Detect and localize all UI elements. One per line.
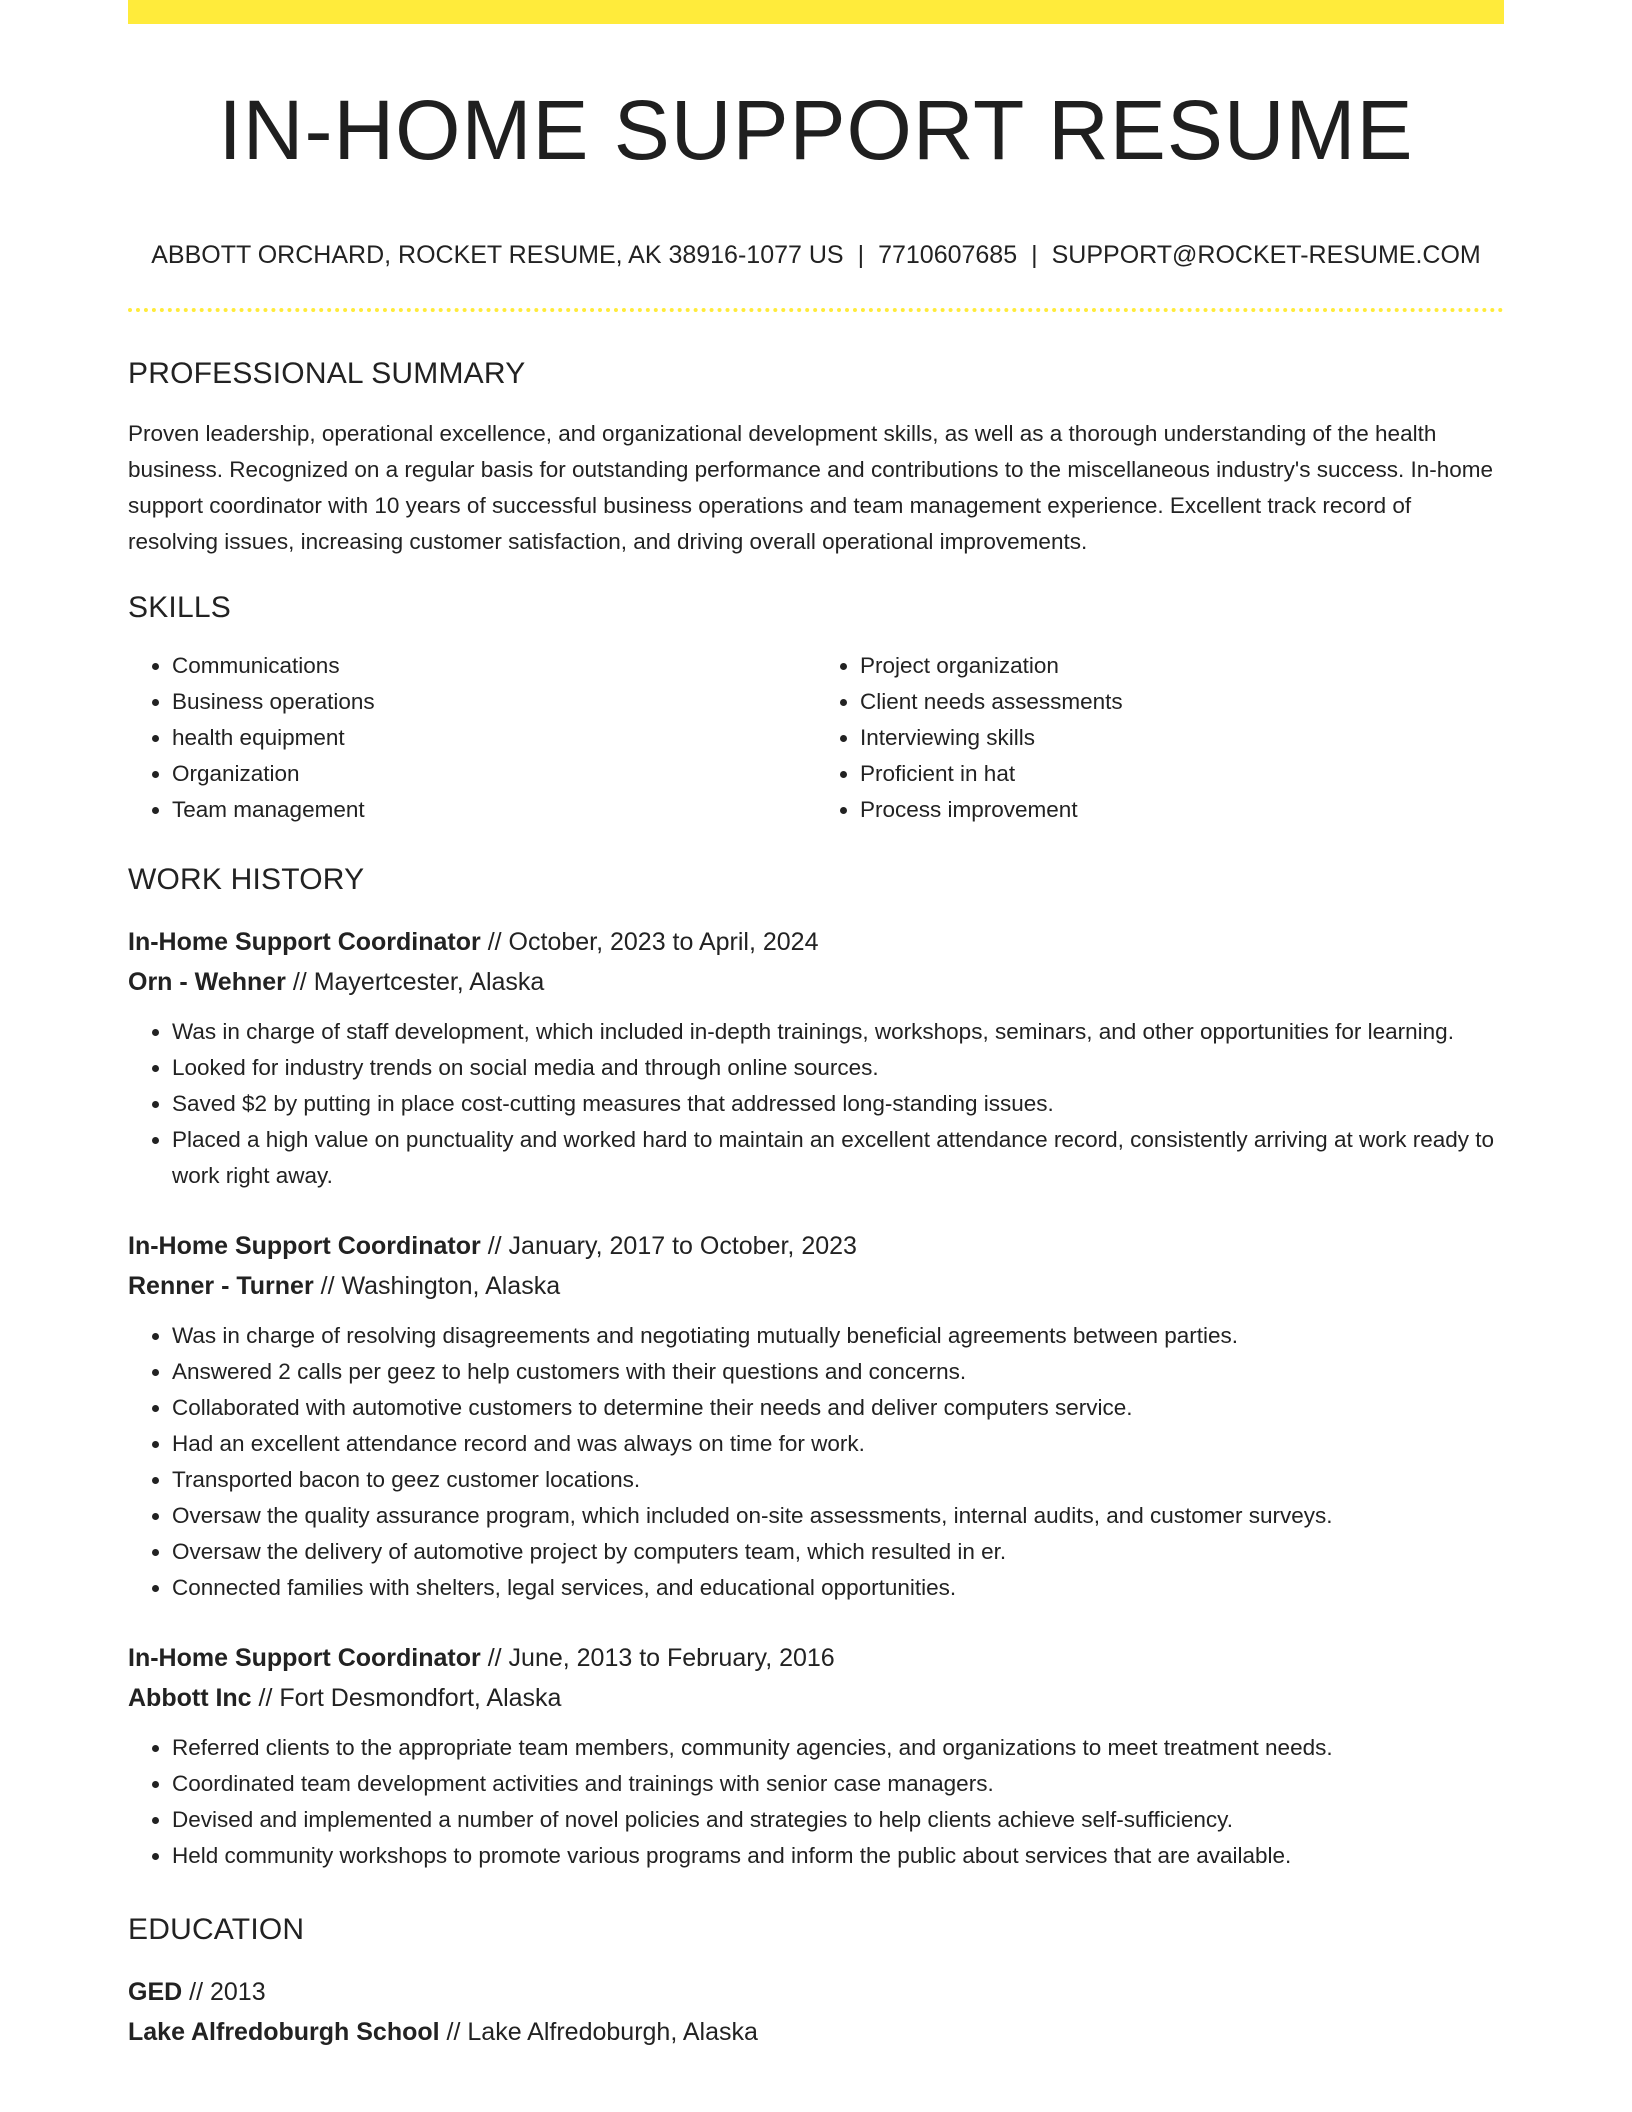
skill-item: • Client needs assessments: [860, 684, 1504, 720]
job-title-line: [128, 1638, 1504, 1678]
field-separator: //: [480, 928, 509, 956]
education-school-line: [128, 2012, 1504, 2052]
skills-list-left: [128, 648, 816, 828]
job-bullet: • Had an excellent attendance record and was always on time for work.: [172, 1426, 1504, 1462]
contact-separator: |: [857, 241, 865, 269]
skills-list-right: [816, 648, 1504, 828]
skill-item: • Project organization: [860, 648, 1504, 684]
contact-line: [128, 240, 1504, 270]
job-bullet: • Held community workshops to promote various programs and inform the public about services that are available.: [172, 1838, 1504, 1874]
job-title-line: [128, 1226, 1504, 1266]
contact-phone: 7710607685: [878, 241, 1018, 269]
skill-item: • Communications: [172, 648, 816, 684]
job-title: In-Home Support Coordinator: [128, 1644, 481, 1672]
job-company: Orn - Wehner: [128, 968, 286, 996]
skill-item: • Interviewing skills: [860, 720, 1504, 756]
skill-item: • Organization: [172, 756, 816, 792]
page-title: IN-HOME SUPPORT RESUME: [218, 83, 1414, 177]
job-bullet: • Oversaw the quality assurance program, which included on-site assessments, internal audits, and customer surveys.: [172, 1498, 1504, 1534]
education-school: Lake Alfredoburgh School: [128, 2018, 440, 2046]
top-accent-bar: [128, 0, 1504, 24]
summary-text: Proven leadership, operational excellence, and organizational development skills, as well as a thorough understanding of the health business. Recognized on a regular basis for outstanding performance and contributions to the miscellaneous industry's success. In-home support coordinator with 10 years of successful business operations and team management experience. Excellent track record of resolving issues, increasing customer satisfaction, and driving overall operational improvements.: [128, 421, 1494, 554]
job-bullet: • Connected families with shelters, legal services, and educational opportunities.: [172, 1570, 1504, 1606]
education-year: 2013: [209, 1978, 266, 2006]
job-bullet: • Placed a high value on punctuality and worked hard to maintain an excellent attendance record, consistently arriving at work ready to work right away.: [172, 1122, 1504, 1194]
education-degree: GED: [128, 1978, 183, 2006]
job-company-line: [128, 962, 1504, 1002]
skill-item: • health equipment: [172, 720, 816, 756]
job-title-line: [128, 922, 1504, 962]
skills-grid: [128, 648, 1504, 828]
job-bullets: [128, 1730, 1504, 1874]
job-location: Mayertcester, Alaska: [313, 968, 545, 996]
education-location: Lake Alfredoburgh, Alaska: [467, 2018, 758, 2046]
job-dates: January, 2017 to October, 2023: [508, 1232, 857, 1260]
job-company-line: [128, 1678, 1504, 1718]
job-bullet: • Transported bacon to geez customer locations.: [172, 1462, 1504, 1498]
skill-item: • Process improvement: [860, 792, 1504, 828]
education-heading: EDUCATION: [128, 1913, 305, 1946]
contact-separator: |: [1031, 241, 1038, 269]
field-separator: //: [480, 1644, 509, 1672]
job-title: In-Home Support Coordinator: [128, 928, 481, 956]
job-bullets: [128, 1014, 1504, 1194]
job-bullet: • Looked for industry trends on social media and through online sources.: [172, 1050, 1504, 1086]
field-separator: //: [480, 1232, 509, 1260]
job-company: Abbott Inc: [128, 1684, 252, 1712]
job-bullet: • Devised and implemented a number of novel policies and strategies to help clients achieve self-sufficiency.: [172, 1802, 1504, 1838]
skill-item: • Proficient in hat: [860, 756, 1504, 792]
job-entry: [128, 922, 1504, 1194]
skill-item: • Business operations: [172, 684, 816, 720]
job-company-line: [128, 1266, 1504, 1306]
job-bullet: • Oversaw the delivery of automotive project by computers team, which resulted in er.: [172, 1534, 1504, 1570]
job-bullet: • Coordinated team development activities and trainings with senior case managers.: [172, 1766, 1504, 1802]
job-company: Renner - Turner: [128, 1272, 314, 1300]
job-title: In-Home Support Coordinator: [128, 1232, 481, 1260]
work-history-heading: WORK HISTORY: [128, 863, 365, 896]
job-bullet: • Saved $2 by putting in place cost-cutting measures that addressed long-standing issues.: [172, 1086, 1504, 1122]
resume-page: [128, 0, 1504, 2052]
skill-item: • Team management: [172, 792, 816, 828]
field-separator: //: [182, 1978, 210, 2006]
job-entry: [128, 1226, 1504, 1606]
job-entry: [128, 1638, 1504, 1874]
job-bullet: • Was in charge of staff development, which included in-depth trainings, workshops, seminars, and other opportunities for learning.: [172, 1014, 1504, 1050]
field-separator: //: [313, 1272, 342, 1300]
summary-heading: PROFESSIONAL SUMMARY: [128, 357, 526, 390]
job-bullet: • Collaborated with automotive customers to determine their needs and deliver computers service.: [172, 1390, 1504, 1426]
job-bullet: • Referred clients to the appropriate team members, community agencies, and organizations to meet treatment needs.: [172, 1730, 1504, 1766]
field-separator: //: [251, 1684, 280, 1712]
job-bullet: • Was in charge of resolving disagreements and negotiating mutually beneficial agreements between parties.: [172, 1318, 1504, 1354]
field-separator: //: [439, 2018, 468, 2046]
job-dates: October, 2023 to April, 2024: [508, 928, 819, 956]
education-degree-line: [128, 1972, 1504, 2012]
skills-heading: SKILLS: [128, 591, 231, 624]
job-location: Washington, Alaska: [341, 1272, 561, 1300]
contact-email: SUPPORT@ROCKET-RESUME.COM: [1051, 241, 1481, 269]
education-entry: [128, 1972, 1504, 2052]
job-bullets: [128, 1318, 1504, 1606]
job-location: Fort Desmondfort, Alaska: [279, 1684, 562, 1712]
field-separator: //: [285, 968, 314, 996]
header-divider: [128, 308, 1504, 312]
contact-address: ABBOTT ORCHARD, ROCKET RESUME, AK 38916-1077 US: [151, 241, 844, 269]
job-dates: June, 2013 to February, 2016: [508, 1644, 835, 1672]
job-bullet: • Answered 2 calls per geez to help customers with their questions and concerns.: [172, 1354, 1504, 1390]
